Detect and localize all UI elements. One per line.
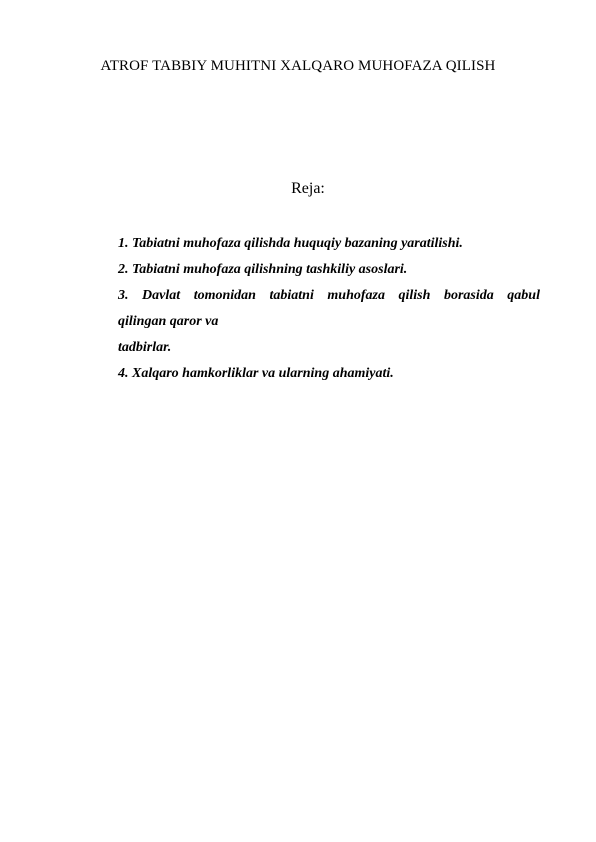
page-title: ATROF TABBIY MUHITNI XALQARO MUHOFAZA QILISH (100, 58, 496, 74)
plan-item-3-line-1: 3. Davlat tomonidan tabiatni muhofaza qilish borasida qabul (118, 288, 540, 303)
plan-list (118, 231, 540, 387)
plan-heading: Reja: (291, 180, 325, 197)
plan-item-4: 4. Xalqaro hamkorliklar va ularning ahamiyati. (118, 366, 394, 381)
plan-item-3-line-3: tadbirlar. (118, 340, 172, 355)
plan-item-3-line-2: qilingan qaror va (118, 314, 219, 329)
plan-item-1: 1. Tabiatni muhofaza qilishda huquqiy bazaning yaratilishi. (118, 236, 463, 251)
plan-item-2: 2. Tabiatni muhofaza qilishning tashkiliy asoslari. (118, 262, 408, 277)
